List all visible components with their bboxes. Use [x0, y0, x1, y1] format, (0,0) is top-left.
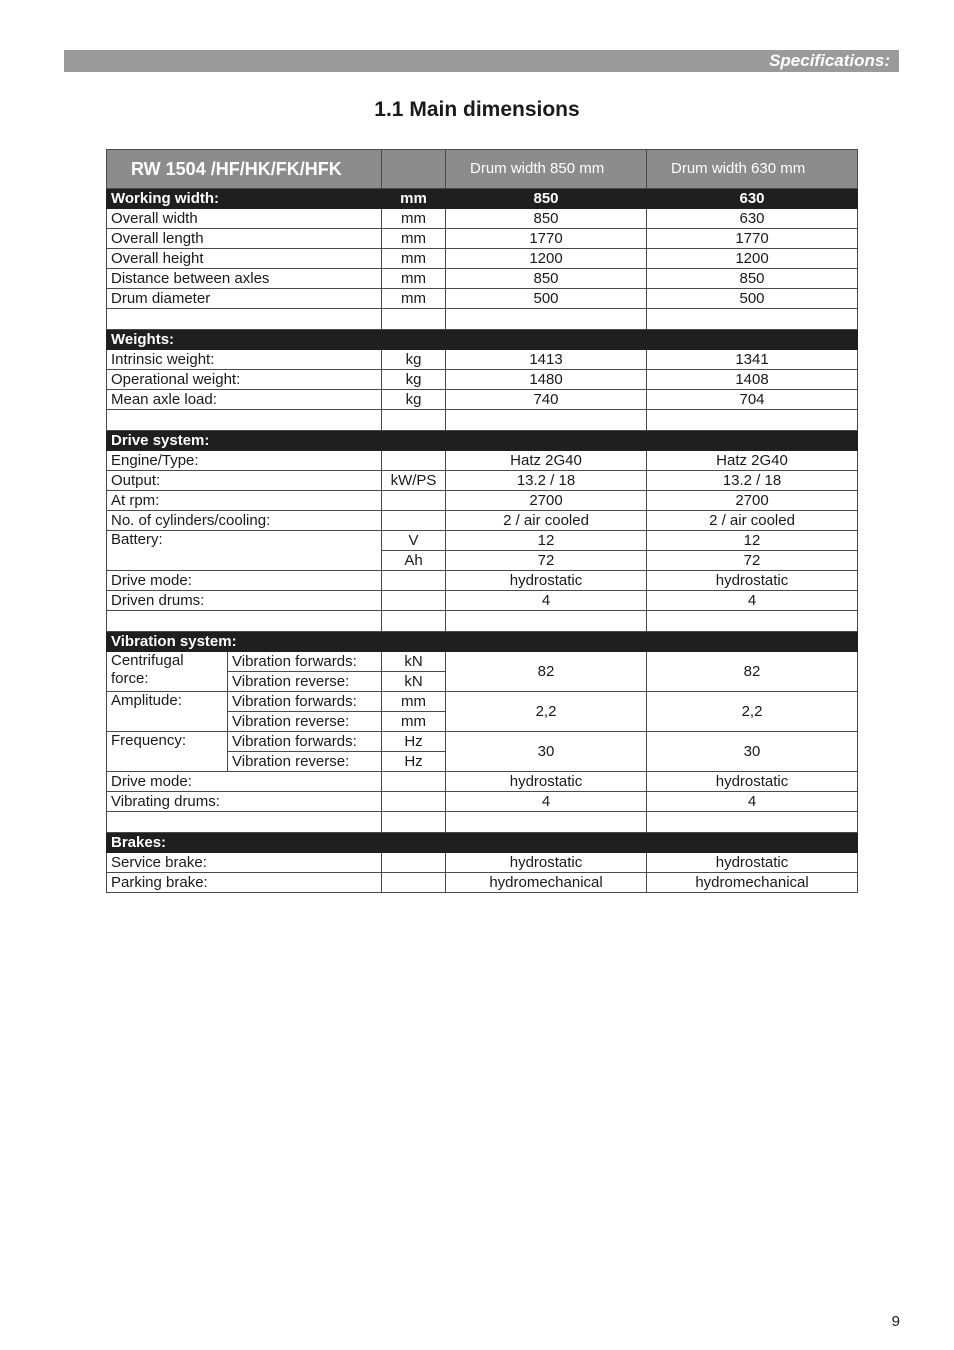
section-header-bar [64, 50, 899, 72]
table-row [107, 289, 858, 309]
row-unit: mm [382, 249, 446, 269]
table-row [107, 531, 858, 551]
spacer-row [107, 309, 858, 330]
row-unit [382, 511, 446, 531]
row-unit: mm [382, 692, 446, 712]
row-value-850: 500 [446, 289, 647, 309]
table-row [107, 511, 858, 531]
table-row [107, 370, 858, 390]
table-row [107, 652, 858, 672]
row-value-630: 850 [647, 269, 858, 289]
row-value-630: hydrostatic [647, 772, 858, 792]
table-row [107, 591, 858, 611]
column-header-850: Drum width 850 mm [446, 150, 647, 189]
row-label: Overall height [107, 249, 382, 269]
row-value-630: 4 [647, 591, 858, 611]
column-header-630: Drum width 630 mm [647, 150, 858, 189]
spacer-row [107, 812, 858, 833]
row-value-850: hydrostatic [446, 571, 647, 591]
row-label: Driven drums: [107, 591, 382, 611]
row-unit [382, 571, 446, 591]
row-value-630: hydrostatic [647, 853, 858, 873]
row-label: Centrifugal force: [107, 652, 228, 692]
row-unit: mm [382, 712, 446, 732]
table-row [107, 350, 858, 370]
row-unit: Hz [382, 732, 446, 752]
row-unit: kg [382, 350, 446, 370]
row-value-850: 12 [446, 531, 647, 551]
unit-header-cell [382, 150, 446, 189]
row-value-630: 2 / air cooled [647, 511, 858, 531]
row-value-630: 630 [647, 209, 858, 229]
table-row [107, 571, 858, 591]
row-value-630: Hatz 2G40 [647, 451, 858, 471]
row-value-850: 72 [446, 551, 647, 571]
row-unit: mm [382, 229, 446, 249]
table-row [107, 390, 858, 410]
row-sublabel: Vibration reverse: [228, 712, 382, 732]
row-value-630: 1200 [647, 249, 858, 269]
row-label: Drive mode: [107, 571, 382, 591]
row-label: No. of cylinders/cooling: [107, 511, 382, 531]
row-label: Parking brake: [107, 873, 382, 893]
section-row-working-width [107, 189, 858, 209]
row-value-850: 1200 [446, 249, 647, 269]
table-row [107, 772, 858, 792]
row-value-850: 1413 [446, 350, 647, 370]
row-value-850: 2,2 [446, 692, 647, 732]
row-label: Operational weight: [107, 370, 382, 390]
row-unit: kN [382, 652, 446, 672]
row-value-630: 500 [647, 289, 858, 309]
table-row [107, 451, 858, 471]
table-row [107, 873, 858, 893]
row-label: Overall length [107, 229, 382, 249]
row-value-850: 30 [446, 732, 647, 772]
row-value-630: 12 [647, 531, 858, 551]
row-unit [382, 491, 446, 511]
row-value-630: hydromechanical [647, 873, 858, 893]
row-value-630: 1770 [647, 229, 858, 249]
table-header-row [107, 150, 858, 189]
row-value-630: 13.2 / 18 [647, 471, 858, 491]
table-row [107, 692, 858, 712]
row-sublabel: Vibration forwards: [228, 652, 382, 672]
row-value-630: 1408 [647, 370, 858, 390]
row-value-630: hydrostatic [647, 571, 858, 591]
row-unit: mm [382, 209, 446, 229]
row-unit: kN [382, 672, 446, 692]
row-value-630: 2,2 [647, 692, 858, 732]
row-value-630: 82 [647, 652, 858, 692]
row-value-630: 630 [647, 189, 858, 209]
section-title: Weights: [107, 330, 858, 350]
row-label: Battery: [107, 531, 382, 571]
row-label: Output: [107, 471, 382, 491]
row-value-630: 1341 [647, 350, 858, 370]
row-unit [382, 772, 446, 792]
row-value-850: 850 [446, 209, 647, 229]
row-label: Drum diameter [107, 289, 382, 309]
table-row [107, 732, 858, 752]
row-unit [382, 873, 446, 893]
section-title: Vibration system: [107, 632, 858, 652]
row-label: Overall width [107, 209, 382, 229]
table-row [107, 853, 858, 873]
row-value-850: 2700 [446, 491, 647, 511]
row-unit: mm [382, 289, 446, 309]
table-row [107, 229, 858, 249]
row-label: Vibrating drums: [107, 792, 382, 812]
row-value-850: 850 [446, 189, 647, 209]
row-unit [382, 792, 446, 812]
row-label: Distance between axles [107, 269, 382, 289]
section-row-drive-system [107, 431, 858, 451]
page-title: 1.1 Main dimensions [374, 98, 580, 121]
row-value-850: hydromechanical [446, 873, 647, 893]
section-row-brakes [107, 833, 858, 853]
section-row-vibration-system [107, 632, 858, 652]
table-row [107, 249, 858, 269]
row-value-850: 740 [446, 390, 647, 410]
row-value-850: 1480 [446, 370, 647, 390]
page-number: 9 [891, 1313, 900, 1330]
spacer-row [107, 611, 858, 632]
row-value-850: 4 [446, 792, 647, 812]
row-sublabel: Vibration forwards: [228, 732, 382, 752]
row-unit [382, 591, 446, 611]
row-sublabel: Vibration reverse: [228, 752, 382, 772]
model-name: RW 1504 /HF/HK/FK/HFK [107, 150, 382, 189]
row-value-850: 1770 [446, 229, 647, 249]
row-label: At rpm: [107, 491, 382, 511]
specifications-table [106, 149, 858, 893]
row-value-850: 13.2 / 18 [446, 471, 647, 491]
section-title: Brakes: [107, 833, 858, 853]
row-value-850: hydrostatic [446, 853, 647, 873]
row-value-850: 850 [446, 269, 647, 289]
row-label: Working width: [107, 189, 382, 209]
row-value-630: 2700 [647, 491, 858, 511]
row-label: Amplitude: [107, 692, 228, 732]
row-value-850: Hatz 2G40 [446, 451, 647, 471]
row-label: Mean axle load: [107, 390, 382, 410]
row-sublabel: Vibration forwards: [228, 692, 382, 712]
row-unit: Hz [382, 752, 446, 772]
row-value-850: 2 / air cooled [446, 511, 647, 531]
table-row [107, 471, 858, 491]
row-unit [382, 451, 446, 471]
row-value-630: 704 [647, 390, 858, 410]
row-value-850: 82 [446, 652, 647, 692]
row-unit: kg [382, 370, 446, 390]
row-label: Frequency: [107, 732, 228, 772]
row-value-630: 72 [647, 551, 858, 571]
table-row [107, 209, 858, 229]
row-sublabel: Vibration reverse: [228, 672, 382, 692]
row-label: Drive mode: [107, 772, 382, 792]
row-value-630: 30 [647, 732, 858, 772]
row-unit: mm [382, 189, 446, 209]
section-header-label: Specifications: [769, 51, 890, 70]
spacer-row [107, 410, 858, 431]
row-unit: mm [382, 269, 446, 289]
row-unit: kg [382, 390, 446, 410]
row-label: Engine/Type: [107, 451, 382, 471]
table-row [107, 269, 858, 289]
row-value-850: 4 [446, 591, 647, 611]
row-label: Service brake: [107, 853, 382, 873]
section-row-weights [107, 330, 858, 350]
row-unit: V [382, 531, 446, 551]
row-unit [382, 853, 446, 873]
row-unit: kW/PS [382, 471, 446, 491]
table-row [107, 491, 858, 511]
section-title: Drive system: [107, 431, 858, 451]
row-value-850: hydrostatic [446, 772, 647, 792]
row-label: Intrinsic weight: [107, 350, 382, 370]
row-value-630: 4 [647, 792, 858, 812]
row-unit: Ah [382, 551, 446, 571]
table-row [107, 792, 858, 812]
